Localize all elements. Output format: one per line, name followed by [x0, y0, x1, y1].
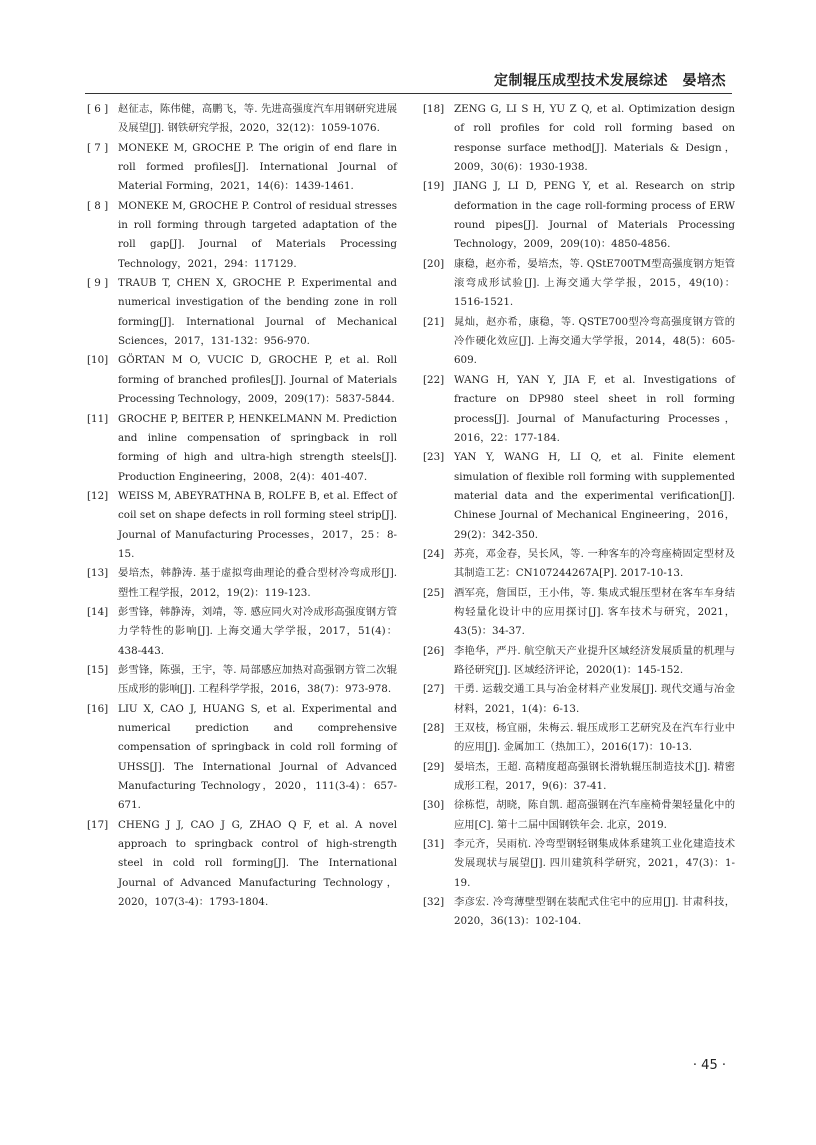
- reference-text: MONEKE M, GROCHE P. The origin of end flare in roll formed profiles[J]. International Journal of Material Forming，2021，14(6)：1439-1461.: [118, 141, 397, 193]
- reference-number: [29]: [423, 760, 445, 773]
- reference-text: WANG H, YAN Y, JIA F, et al. Investigations of fracture on DP980 steel sheet in roll forming process[J]. Journal of Manufacturing Processes，2016，22：177-184.: [454, 373, 735, 444]
- reference-entry: [87, 816, 397, 913]
- reference-number: [28]: [423, 722, 445, 734]
- references-column-right: [423, 100, 735, 932]
- reference-entry: [87, 274, 397, 351]
- reference-entry: [423, 758, 735, 797]
- reference-entry: [87, 603, 397, 661]
- reference-text: 李艳华，严丹. 航空航天产业提升区域经济发展质量的机理与路径研究[J]. 区域经济评论，2020(1)：145-152.: [454, 644, 735, 676]
- reference-text: 苏亮，邓金春，吴长风，等. 一种客车的冷弯座椅固定型材及其制造工艺：CN107244267A[P]. 2017-10-13.: [454, 547, 735, 580]
- reference-text: LIU X, CAO J, HUANG S, et al. Experimental and numerical prediction and comprehensive compensation of springback in cold roll forming of UHSS[J]. The International Journal of Advanced Manufacturing Technology，2020，111(3-4)：657-671.: [118, 702, 397, 812]
- reference-number: [31]: [423, 838, 445, 851]
- reference-entry: [87, 100, 397, 139]
- reference-number: [17]: [87, 818, 109, 831]
- reference-number: [ 7 ]: [87, 141, 109, 154]
- reference-text: 酒军亮，詹国臣，王小伟，等. 集成式辊压型材在客车车身结构轻量化设计中的应用探讨[J]. 客车技术与研究，2021，43(5)：34-37.: [454, 586, 735, 638]
- reference-entry: [423, 584, 735, 642]
- reference-text: CHENG J J, CAO J G, ZHAO Q F, et al. A novel approach to springback control of high-strength steel in cold roll forming[J]. The International Journal of Advanced Manufacturing Technology，2020，107(3-4)：1793-1804.: [118, 818, 397, 909]
- reference-text: 康稳，赵亦希，晏培杰，等. QStE700TM型高强度钢方矩管滚弯成形试验[J]. 上海交通大学学报，2015，49(10)：1516-1521.: [454, 257, 735, 309]
- reference-text: 彭雪锋，韩静涛，刘靖，等. 感应同火对冷成形高强度钢方管力学特性的影响[J]. 上海交通大学学报，2017，51(4)：438-443.: [118, 605, 397, 657]
- reference-number: [10]: [87, 354, 109, 367]
- reference-entry: [87, 139, 397, 197]
- reference-entry: [87, 487, 397, 564]
- reference-number: [15]: [87, 663, 109, 676]
- reference-text: JIANG J, LI D, PENG Y, et al. Research on strip deformation in the cage roll-forming process of ERW round pipes[J]. Journal of Materials Processing Technology，2009，209(10)：4850-4856.: [454, 180, 735, 251]
- reference-entry: [423, 835, 735, 893]
- reference-entry: [87, 564, 397, 603]
- reference-text: YAN Y, WANG H, LI Q, et al. Finite element simulation of flexible roll forming with supplemented material data and the experimental verification[J]. Chinese Journal of Mechanical Engineering，2016，29(2)：342-350.: [454, 451, 735, 541]
- reference-number: [30]: [423, 799, 445, 812]
- reference-entry: [423, 177, 735, 254]
- reference-text: GÖRTAN M O, VUCIC D, GROCHE P, et al. Roll forming of branched profiles[J]. Journal of Materials Processing Technology，2009，209(17)：5837-5844.: [118, 354, 397, 406]
- reference-number: [16]: [87, 702, 109, 715]
- reference-text: ZENG G, LI S H, YU Z Q, et al. Optimization design of roll profiles for cold roll forming based on response surface method[J]. Materials & Design，2009，30(6)：1930-1938.: [454, 103, 735, 174]
- reference-text: GROCHE P, BEITER P, HENKELMANN M. Prediction and inline compensation of springback in roll forming of high and ultra-high strength steels[J]. Production Engineering，2008，2(4)：401-407.: [118, 412, 397, 483]
- reference-number: [14]: [87, 605, 109, 618]
- reference-entry: [423, 313, 735, 371]
- reference-entry: [423, 100, 735, 177]
- reference-entry: [87, 661, 397, 700]
- reference-number: [20]: [423, 257, 445, 270]
- running-header-title: 定制辊压成型技术发展综述 晏培杰: [494, 73, 726, 89]
- reference-entry: [423, 680, 735, 719]
- page-number: · 45 ·: [692, 1058, 726, 1073]
- reference-entry: [423, 448, 735, 545]
- reference-text: 李彦宏. 冷弯薄壁型钢在装配式住宅中的应用[J]. 甘肃科技，2020，36(13)：102-104.: [454, 896, 735, 928]
- reference-number: [25]: [423, 586, 445, 599]
- reference-entry: [423, 719, 735, 758]
- reference-text: 晏培杰，王超. 高精度超高强钢长滑轨辊压制造技术[J]. 精密成形工程，2017，9(6)：37-41.: [454, 760, 735, 793]
- reference-text: 李元齐，吴雨杭. 冷弯型钢轻钢集成体系建筑工业化建造技术发展现状与展望[J]. 四川建筑科学研究，2021，47(3)：1-19.: [454, 838, 735, 889]
- references-column-left: [87, 100, 397, 912]
- reference-text: 赵征志，陈伟健，高鹏飞，等. 先进高强度汽车用钢研究进展及展望[J]. 钢铁研究学报，2020，32(12)：1059-1076.: [118, 103, 397, 135]
- reference-number: [ 9 ]: [87, 277, 109, 290]
- reference-entry: [423, 642, 735, 681]
- reference-number: [12]: [87, 489, 109, 502]
- reference-number: [22]: [423, 373, 445, 386]
- reference-text: WEISS M, ABEYRATHNA B, ROLFE B, et al. Effect of coil set on shape defects in roll forming steel strip[J]. Journal of Manufacturing Processes，2017，25：8-15.: [118, 489, 397, 560]
- reference-entry: [423, 796, 735, 835]
- reference-entry: [87, 197, 397, 274]
- reference-number: [21]: [423, 315, 445, 328]
- reference-entry: [423, 371, 735, 448]
- reference-number: [11]: [87, 412, 109, 425]
- reference-text: 晏培杰，韩静涛. 基于虚拟弯曲理论的叠合型材冷弯成形[J]. 塑性工程学报，2012，19(2)：119-123.: [118, 567, 397, 599]
- reference-text: MONEKE M, GROCHE P. Control of residual stresses in roll forming through targeted adaptation of the roll gap[J]. Journal of Materials Processing Technology，2021，294：117129.: [118, 199, 397, 270]
- reference-text: 徐栋恺，胡晓，陈自凯. 超高强钢在汽车座椅骨架轻量化中的应用[C]. 第十二届中国钢铁年会. 北京，2019.: [454, 799, 735, 831]
- reference-entry: [87, 700, 397, 816]
- reference-text: 干勇. 运载交通工具与冶金材料产业发展[J]. 现代交通与冶金材料，2021，1(4)：6-13.: [454, 683, 735, 715]
- reference-number: [18]: [423, 103, 445, 115]
- header-divider: [85, 93, 732, 94]
- reference-text: 晁灿，赵亦希，康稳，等. QSTE700型冷弯高强度钢方管的冷作硬化效应[J]. 上海交通大学学报，2014，48(5)：605-609.: [454, 315, 735, 367]
- reference-entry: [87, 351, 397, 409]
- reference-text: 彭雪锋，陈强，王宇，等. 局部感应加热对高强钢方管二次辊压成形的影响[J]. 工程科学学报，2016，38(7)：973-978.: [118, 663, 397, 696]
- reference-number: [24]: [423, 547, 445, 560]
- reference-number: [27]: [423, 683, 445, 696]
- reference-number: [19]: [423, 180, 445, 193]
- reference-number: [26]: [423, 644, 445, 657]
- reference-number: [23]: [423, 451, 445, 464]
- reference-entry: [423, 255, 735, 313]
- reference-text: TRAUB T, CHEN X, GROCHE P. Experimental and numerical investigation of the bending zone in roll forming[J]. International Journal of Mechanical Sciences，2017，131-132：956-970.: [118, 277, 397, 348]
- reference-number: [ 6 ]: [87, 103, 109, 115]
- reference-number: [32]: [423, 896, 445, 909]
- reference-entry: [423, 893, 735, 932]
- reference-number: [ 8 ]: [87, 199, 109, 212]
- reference-entry: [87, 410, 397, 487]
- reference-number: [13]: [87, 567, 109, 580]
- reference-entry: [423, 545, 735, 584]
- reference-text: 王双枝，杨宜丽，朱梅云. 辊压成形工艺研究及在汽车行业中的应用[J]. 金属加工（热加工），2016(17)：10-13.: [454, 722, 735, 754]
